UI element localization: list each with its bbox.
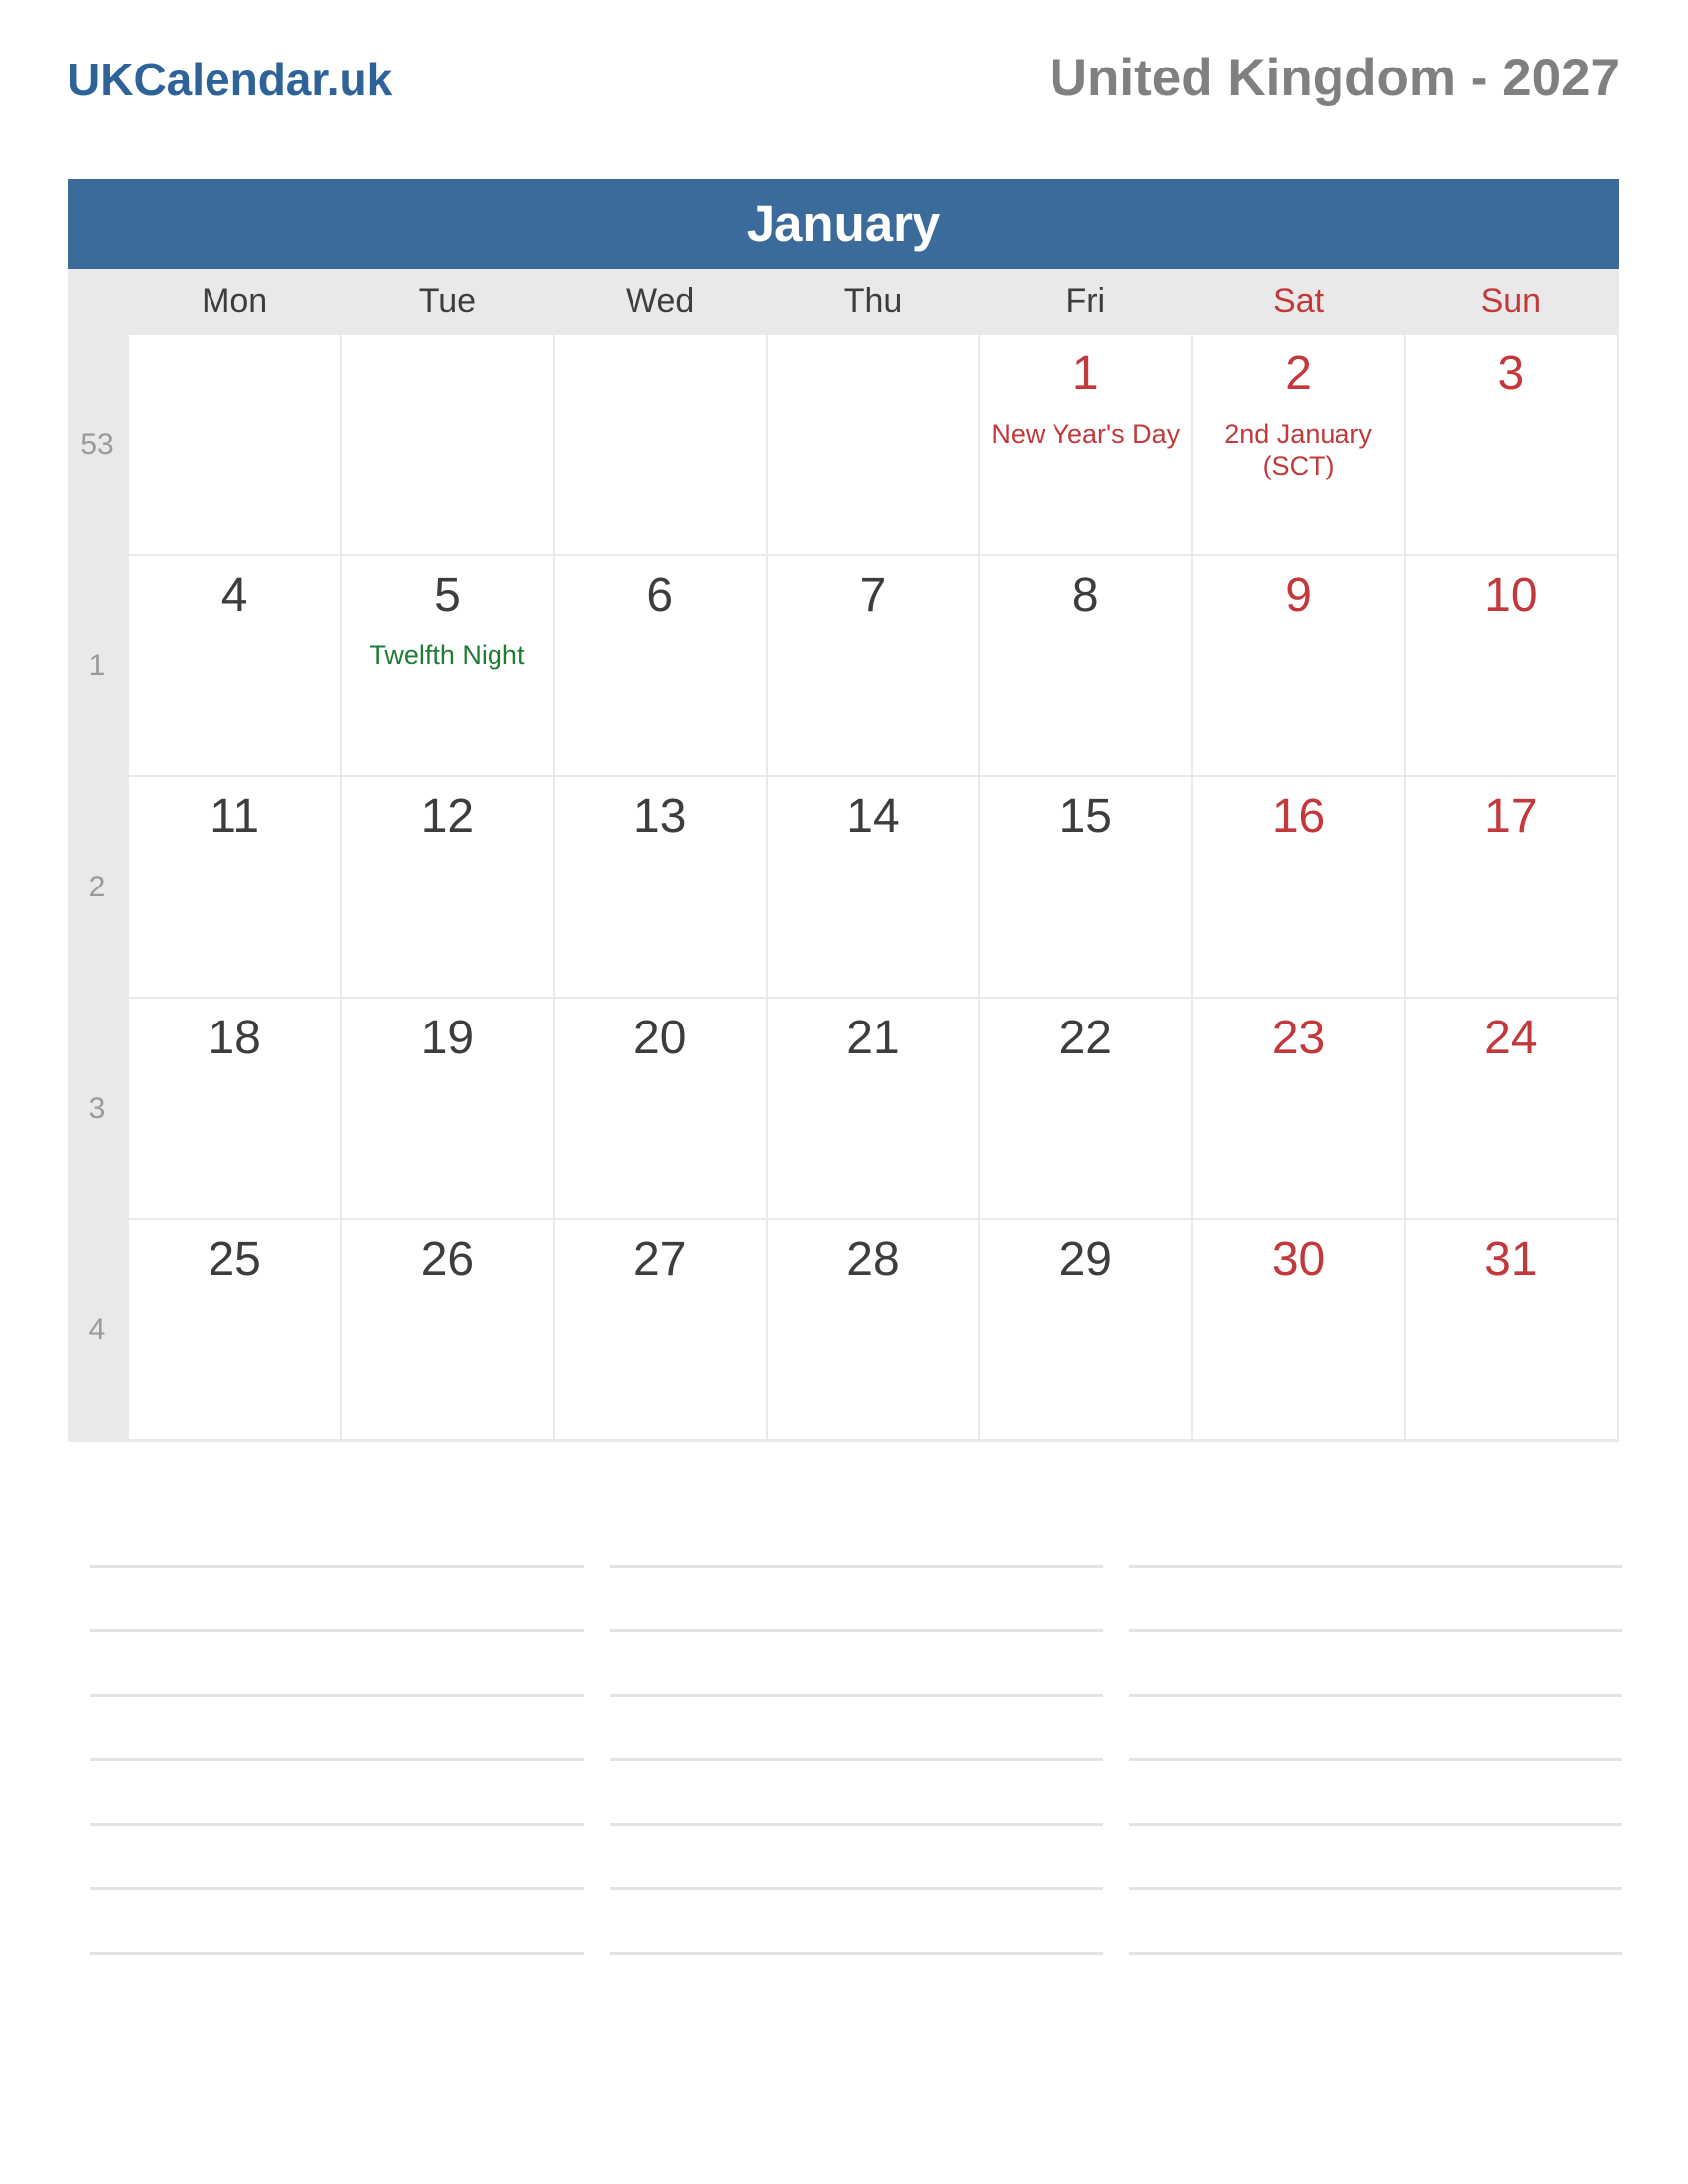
page-title: United Kingdom - 2027 [1049,49,1619,107]
day-number: 1 [1071,347,1099,400]
day-cell-empty [768,335,978,554]
day-number: 9 [1285,569,1312,621]
note-line [1129,1697,1622,1761]
day-number: 20 [633,1012,687,1064]
day-cell-18 [129,999,340,1218]
day-cell-empty [129,335,340,554]
day-cell-21 [768,999,978,1218]
day-cell-15 [980,777,1191,997]
note-line [90,1826,584,1890]
note-line [1129,1826,1622,1890]
day-cell-17 [1406,777,1617,997]
day-number: 12 [420,790,475,843]
day-cell-20 [555,999,766,1218]
day-cell-26 [342,1220,552,1439]
day-cell-23 [1193,999,1403,1218]
day-number: 5 [434,569,461,621]
day-cell-8 [980,556,1191,775]
note-line [90,1632,584,1697]
note-line [1129,1568,1622,1632]
day-cell-19 [342,999,552,1218]
day-number: 30 [1271,1233,1326,1286]
weekday-header-thu: Thu [843,281,903,320]
note-line [1129,1761,1622,1826]
weekday-header-wed: Wed [626,281,695,320]
note-line [610,1503,1103,1568]
day-cell-29 [980,1220,1191,1439]
day-number: 25 [208,1233,261,1286]
day-cell-10 [1406,556,1617,775]
notes-column [90,1503,584,1955]
day-number: 8 [1071,569,1099,621]
day-number: 7 [859,569,887,621]
note-line [90,1761,584,1826]
note-line [90,1568,584,1632]
day-cell-30 [1193,1220,1403,1439]
day-number: 21 [846,1012,900,1064]
note-line [610,1632,1103,1697]
holiday-label: Twelfth Night [369,640,525,670]
note-line [610,1890,1103,1955]
week-number: 1 [88,648,106,682]
weekday-header-fri: Fri [1065,281,1106,320]
day-cell-12 [342,777,552,997]
week-number: 4 [88,1312,106,1346]
day-cell-1 [980,335,1191,554]
day-cell-14 [768,777,978,997]
day-cell-16 [1193,777,1403,997]
day-number: 3 [1497,347,1525,400]
day-cell-22 [980,999,1191,1218]
day-number: 6 [646,569,674,621]
note-line [610,1568,1103,1632]
day-number: 22 [1058,1012,1112,1064]
weekday-header-tue: Tue [418,281,477,320]
day-cell-2 [1193,335,1403,554]
day-cell-24 [1406,999,1617,1218]
week-number: 53 [80,427,114,461]
day-number: 19 [420,1012,475,1064]
day-number: 31 [1484,1233,1538,1286]
day-cell-5 [342,556,552,775]
day-number: 10 [1484,569,1538,621]
day-number: 29 [1058,1233,1112,1286]
week-number-header-cell [68,269,127,333]
day-cell-6 [555,556,766,775]
note-line [610,1826,1103,1890]
day-number: 26 [420,1233,475,1286]
holiday-label: New Year's Day [991,419,1181,449]
day-number: 24 [1484,1012,1538,1064]
week-number: 3 [88,1091,106,1125]
day-number: 11 [210,790,260,843]
day-cell-7 [768,556,978,775]
day-number: 16 [1271,790,1326,843]
notes-section [90,1503,1622,1955]
note-line [1129,1890,1622,1955]
day-number: 15 [1058,790,1112,843]
note-line [610,1761,1103,1826]
weekday-header-mon: Mon [202,281,268,320]
note-line [90,1890,584,1955]
day-cell-4 [129,556,340,775]
day-number: 13 [633,790,687,843]
top-header [68,48,1619,108]
day-cell-11 [129,777,340,997]
calendar-grid [68,269,1619,1442]
site-logo[interactable]: UKCalendar.uk [68,54,393,105]
day-number: 17 [1484,790,1538,843]
day-number: 28 [846,1233,900,1286]
day-cell-25 [129,1220,340,1439]
day-number: 18 [208,1012,261,1064]
notes-column [1129,1503,1622,1955]
weekday-header-sun: Sun [1480,281,1542,320]
day-cell-empty [342,335,552,554]
note-line [90,1503,584,1568]
day-number: 14 [846,790,900,843]
week-number: 2 [88,870,106,903]
weekday-header-sat: Sat [1273,281,1325,320]
day-number: 2 [1285,347,1312,400]
day-cell-28 [768,1220,978,1439]
calendar-month [68,179,1619,1442]
note-line [1129,1503,1622,1568]
day-cell-31 [1406,1220,1617,1439]
note-line [90,1697,584,1761]
day-cell-13 [555,777,766,997]
note-line [1129,1632,1622,1697]
day-number: 23 [1271,1012,1326,1064]
day-cell-27 [555,1220,766,1439]
day-number: 4 [220,569,248,621]
day-number: 27 [633,1233,687,1286]
month-title: January [68,179,1619,269]
day-cell-3 [1406,335,1617,554]
notes-column [610,1503,1103,1955]
holiday-label: 2nd January (SCT) [1224,419,1372,480]
day-cell-empty [555,335,766,554]
day-cell-9 [1193,556,1403,775]
note-line [610,1697,1103,1761]
